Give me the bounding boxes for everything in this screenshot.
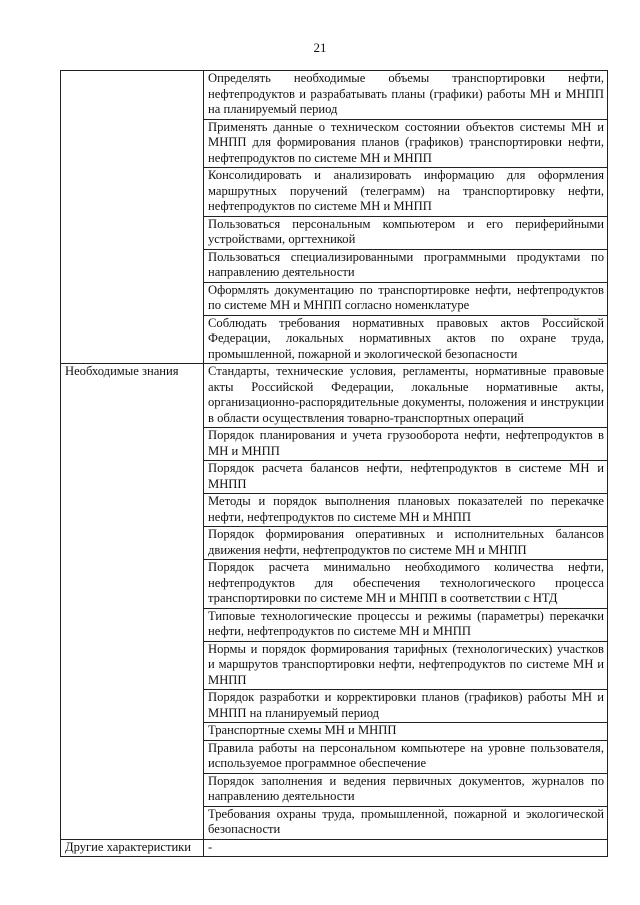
- knowledge-item: Требования охраны труда, промышленной, пожарной и экологической безопасности: [204, 806, 608, 839]
- skill-item: Применять данные о техническом состоянии объектов системы МН и МНПП для формирования планов (графиков) транспортировки нефти, нефтепродуктов по системе МН и МНПП: [204, 119, 608, 168]
- skill-item: Оформлять документацию по транспортировке нефти, нефтепродуктов по системе МН и МНПП согласно номенклатуре: [204, 282, 608, 315]
- knowledge-item: Стандарты, технические условия, регламенты, нормативные правовые акты Российской Федерации, локальные нормативные акты, организационно-распорядительные документы, положения и инструкции в области осуществления товарно-транспортных операций: [204, 364, 608, 428]
- section-label-cell: [61, 364, 204, 840]
- skill-item: Пользоваться персональным компьютером и его периферийными устройствами, оргтехникой: [204, 216, 608, 249]
- knowledge-item: Типовые технологические процессы и режимы (параметры) перекачки нефти, нефтепродуктов по системе МН и МНПП: [204, 608, 608, 641]
- knowledge-item: Методы и порядок выполнения плановых показателей по перекачке нефти, нефтепродуктов по системе МН и МНПП: [204, 494, 608, 527]
- other-item: -: [204, 839, 608, 857]
- skill-item: Пользоваться специализированными программными продуктами по направлению деятельности: [204, 249, 608, 282]
- knowledge-item: Правила работы на персональном компьютере на уровне пользователя, используемое программное обеспечение: [204, 740, 608, 773]
- page-number: 21: [313, 40, 327, 55]
- section-label-knowledge: Необходимые знания: [65, 364, 179, 378]
- skill-item: Определять необходимые объемы транспортировки нефти, нефтепродуктов и разрабатывать планы (графики) работы МН и МНПП на планируемый период: [204, 71, 608, 120]
- knowledge-item: Порядок формирования оперативных и исполнительных балансов движения нефти, нефтепродуктов по системе МН и МНПП: [204, 527, 608, 560]
- knowledge-item: Транспортные схемы МН и МНПП: [204, 723, 608, 741]
- knowledge-item: Нормы и порядок формирования тарифных (технологических) участков и маршрутов транспортировки нефти, нефтепродуктов по системе МН и МНПП: [204, 641, 608, 690]
- skill-item: Консолидировать и анализировать информацию для оформления маршрутных поручений (телеграмм) на транспортировку нефти, нефтепродуктов по системе МН и МНПП: [204, 168, 608, 217]
- table-row: [61, 364, 608, 428]
- knowledge-item: Порядок разработки и корректировки планов (графиков) работы МН и МНПП на планируемый период: [204, 690, 608, 723]
- section-label-cell: [61, 839, 204, 857]
- table-row: [61, 839, 608, 857]
- knowledge-item: Порядок заполнения и ведения первичных документов, журналов по направлению деятельности: [204, 773, 608, 806]
- qualification-table: [60, 70, 608, 857]
- skill-item: Соблюдать требования нормативных правовых актов Российской Федерации, локальных нормативных актов по охране труда, промышленной, пожарной и экологической безопасности: [204, 315, 608, 364]
- knowledge-item: Порядок планирования и учета грузооборота нефти, нефтепродуктов в МН и МНПП: [204, 428, 608, 461]
- section-label-other: Другие характеристики: [65, 839, 192, 854]
- knowledge-item: Порядок расчета минимально необходимого количества нефти, нефтепродуктов для обеспечения технологического процесса транспортировки по системе МН и МНПП в соответствии с НТД: [204, 560, 608, 609]
- knowledge-item: Порядок расчета балансов нефти, нефтепродуктов в системе МН и МНПП: [204, 461, 608, 494]
- section-label-cell: [61, 71, 204, 364]
- table-row: [61, 71, 608, 120]
